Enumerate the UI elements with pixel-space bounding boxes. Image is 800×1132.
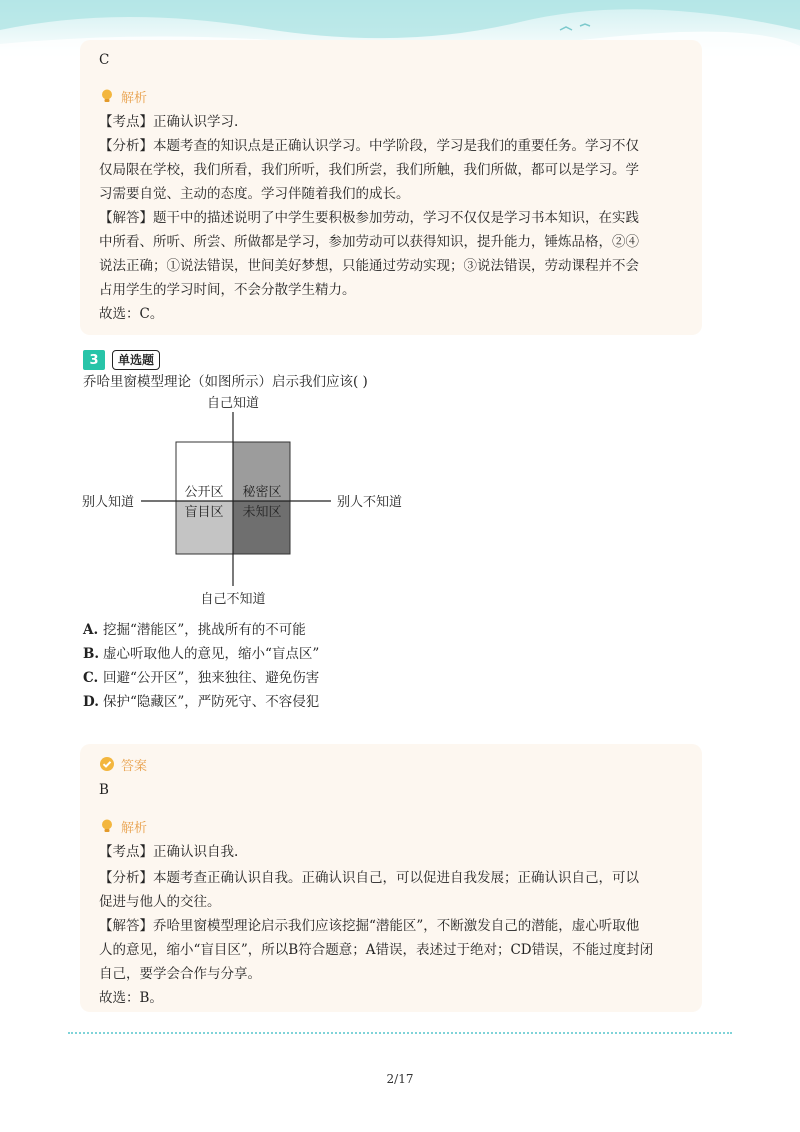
option-letter: B. bbox=[83, 646, 100, 662]
axis-label-bottom: 自己不知道 bbox=[200, 592, 266, 607]
prev-analysis-line: 习需要自觉、主动的态度。学习伴随着我们的成长。 bbox=[99, 186, 410, 202]
prev-analysis-line: 占用学生的学习时间，不会分散学生精力。 bbox=[99, 282, 356, 298]
analysis-line: 自己，要学会合作与分享。 bbox=[99, 966, 261, 982]
prev-analysis-label bbox=[99, 84, 147, 108]
page-number: 2/17 bbox=[386, 1072, 414, 1086]
prev-analysis-line: 仅局限在学校，我们所看，我们所听，我们所尝，我们所触，我们所做，都可以是学习。学 bbox=[99, 162, 639, 178]
check-badge-icon bbox=[99, 756, 115, 772]
prev-analysis-line: 【分析】本题考查的知识点是正确认识学习。中学阶段，学习是我们的重要任务。学习不仅 bbox=[99, 138, 639, 154]
prev-analysis-line: 【解答】题干中的描述说明了中学生要积极参加劳动，学习不仅仅是学习书本知识，在实践 bbox=[99, 210, 639, 226]
analysis-line: 人的意见，缩小“盲目区”，所以B符合题意；A错误，表述过于绝对；CD错误，不能过度封闭 bbox=[99, 942, 654, 958]
answer-label-text: 答案 bbox=[121, 758, 148, 774]
quadrant-label-secret: 秘密区 bbox=[242, 485, 282, 500]
quadrant-label-open: 公开区 bbox=[184, 485, 224, 500]
analysis-line: 【解答】乔哈里窗模型理论启示我们应该挖掘“潜能区”，不断激发自己的潜能，虚心听取他 bbox=[99, 918, 640, 934]
lightbulb-icon bbox=[99, 818, 115, 834]
axis-label-right: 别人不知道 bbox=[337, 495, 403, 510]
footer-divider bbox=[68, 1032, 732, 1034]
analysis-line: 促进与他人的交往。 bbox=[99, 894, 221, 910]
quadrant-label-unknown: 未知区 bbox=[242, 505, 282, 520]
option-b[interactable] bbox=[83, 642, 319, 666]
quadrant-label-blind: 盲目区 bbox=[184, 505, 224, 520]
question-number-badge: 3 bbox=[83, 350, 105, 370]
analysis-label bbox=[99, 814, 147, 838]
option-letter: A. bbox=[83, 622, 99, 638]
analysis-line: 【考点】正确认识自我. bbox=[99, 844, 239, 860]
analysis-label-text: 解析 bbox=[121, 90, 148, 106]
lightbulb-icon bbox=[99, 88, 115, 104]
option-d[interactable] bbox=[83, 690, 319, 714]
analysis-label-text: 解析 bbox=[121, 820, 148, 836]
option-text: 挖掘“潜能区”，挑战所有的不可能 bbox=[103, 622, 306, 638]
analysis-line: 【分析】本题考查正确认识自我。正确认识自己，可以促进自我发展；正确认识自己，可以 bbox=[99, 870, 639, 886]
option-c[interactable] bbox=[83, 666, 319, 690]
prev-analysis-line: 中所看、所听、所尝、所做都是学习，参加劳动可以获得知识，提升能力，锤炼品格，②④ bbox=[99, 234, 639, 250]
axis-label-top: 自己知道 bbox=[206, 396, 260, 411]
analysis-line: 故选：B。 bbox=[99, 990, 163, 1006]
johari-window-diagram bbox=[80, 390, 420, 610]
option-a[interactable] bbox=[83, 618, 306, 642]
prev-analysis-line: 故选：C。 bbox=[99, 306, 164, 322]
answer-label bbox=[99, 752, 147, 776]
option-text: 回避“公开区”，独来独往、避免伤害 bbox=[103, 670, 320, 686]
option-text: 保护“隐藏区”，严防死守、不容侵犯 bbox=[103, 694, 320, 710]
axis-label-left: 别人知道 bbox=[82, 495, 135, 510]
option-letter: C. bbox=[83, 670, 99, 686]
prev-answer-value: C bbox=[99, 52, 110, 68]
answer-value: B bbox=[99, 782, 109, 798]
option-text: 虚心听取他人的意见，缩小“盲点区” bbox=[103, 646, 320, 662]
question-stem: 乔哈里窗模型理论（如图所示）启示我们应该( ) bbox=[83, 374, 368, 390]
prev-analysis-line: 【考点】正确认识学习. bbox=[99, 114, 239, 130]
question-type-tag: 单选题 bbox=[112, 350, 160, 370]
prev-analysis-line: 说法正确；①说法错误，世间美好梦想，只能通过劳动实现；③说法错误，劳动课程并不会 bbox=[99, 258, 639, 274]
option-letter: D. bbox=[83, 694, 99, 710]
